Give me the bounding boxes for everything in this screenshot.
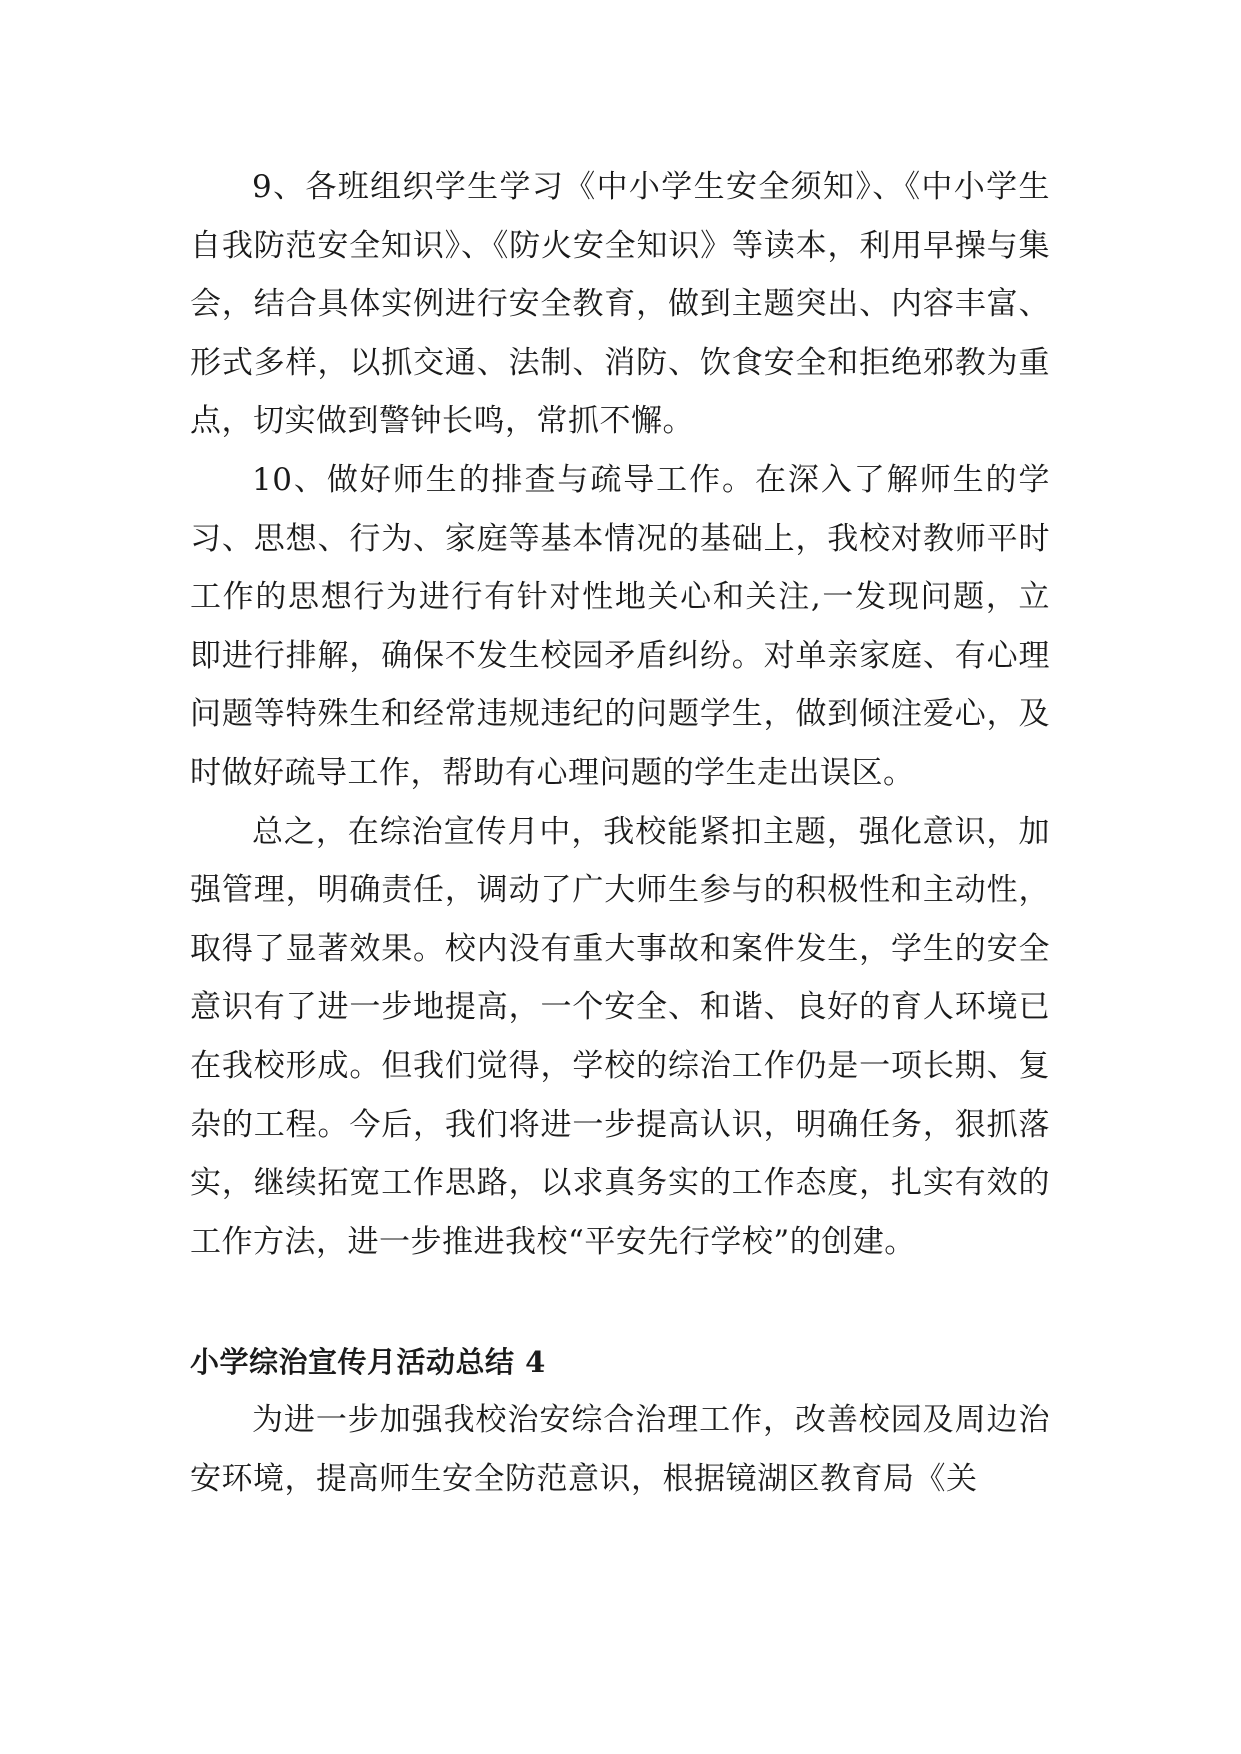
section-heading: 小学综治宣传月活动总结 4 [190,1345,546,1380]
paragraph-intro: 为进一步加强我校治安综合治理工作，改善校园及周边治安环境，提高师生安全防范意识，根据镜湖区教育局《关 [190,1402,1050,1497]
paragraph-item-9: 9、各班组织学生学习《中小学生安全须知》、《中小学生自我防范安全知识》、《防火安全知识》等读本，利用早操与集会，结合具体实例进行安全教育，做到主题突出、内容丰富、形式多样，以抓交通、法制、消防、饮食安全和拒绝邪教为重点，切实做到警钟长鸣，常抓不懈。 [190,169,1050,440]
paragraph-item-10: 10、做好师生的排查与疏导工作。在深入了解师生的学习、思想、行为、家庭等基本情况的基础上，我校对教师平时工作的思想行为进行有针对性地关心和关注,一发现问题，立即进行排解，确保不发生校园矛盾纠纷。对单亲家庭、有心理问题等特殊生和经常违规违纪的问题学生，做到倾注爱心，及时做好疏导工作，帮助有心理问题的学生走出误区。 [190,461,1050,791]
document-body [190,158,1050,1508]
paragraph-conclusion: 总之，在综治宣传月中，我校能紧扣主题，强化意识，加强管理，明确责任，调动了广大师生参与的积极性和主动性，取得了显著效果。校内没有重大事故和案件发生，学生的安全意识有了进一步地提高，一个安全、和谐、良好的育人环境已在我校形成。但我们觉得，学校的综治工作仍是一项长期、复杂的工程。今后，我们将进一步提高认识，明确任务，狠抓落实，继续拓宽工作思路，以求真务实的工作态度，扎实有效的工作方法，进一步推进我校“平安先行学校”的创建。 [190,813,1050,1260]
